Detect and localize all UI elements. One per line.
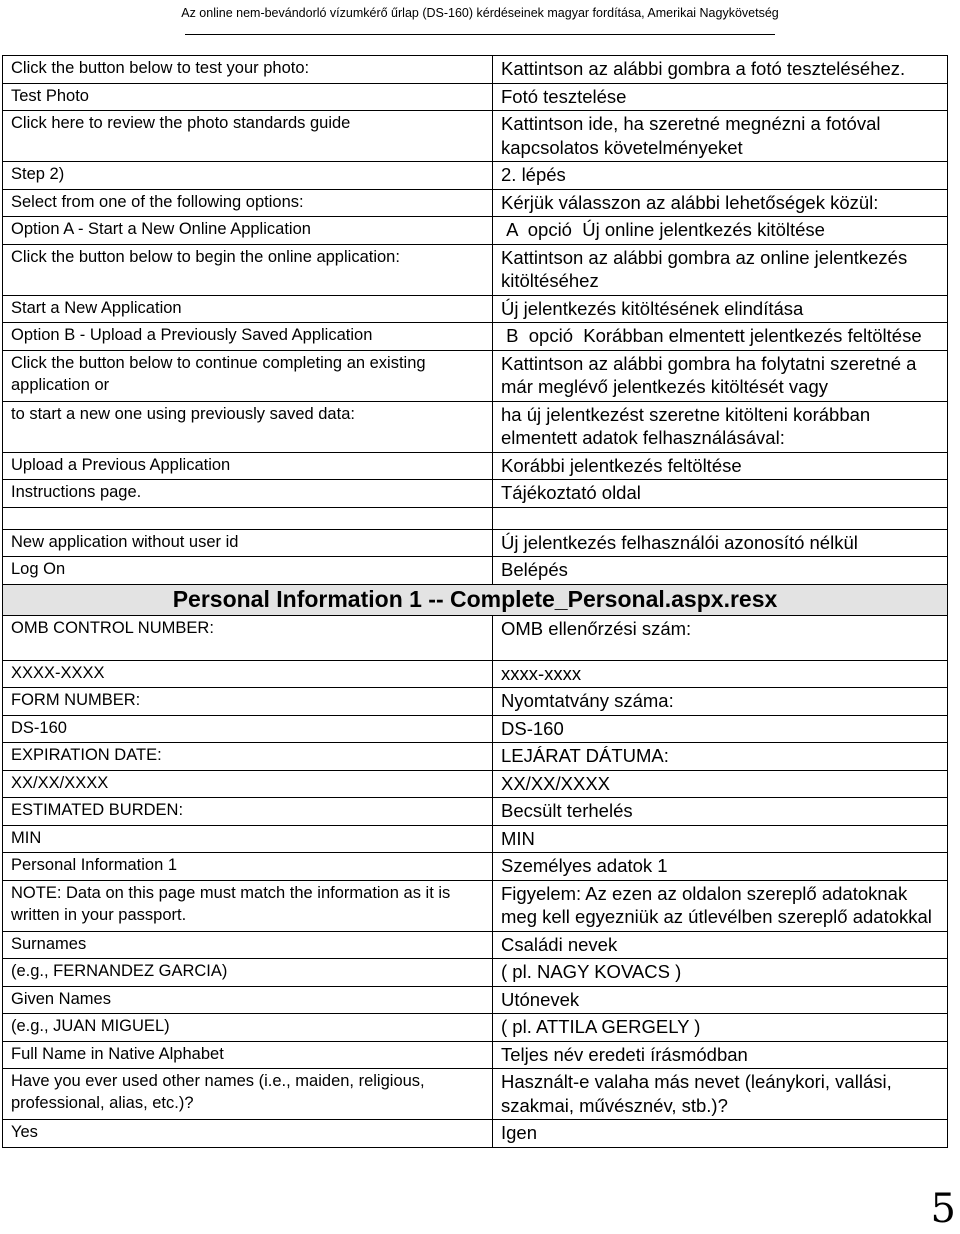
section-title: Personal Information 1 -- Complete_Personal.aspx.resx — [3, 584, 948, 615]
english-cell — [3, 162, 493, 190]
english-text: Click here to review the photo standards guide — [11, 114, 351, 132]
english-text: Personal Information 1 — [11, 856, 178, 874]
english-text: Click the button below to test your photo: — [11, 59, 310, 77]
english-text: XX/XX/XXXX — [11, 773, 109, 792]
table-row — [3, 350, 948, 401]
english-cell — [3, 931, 493, 959]
table-row — [3, 986, 948, 1014]
english-text: New application without user id — [11, 532, 239, 551]
table-row — [3, 217, 948, 245]
english-text: XXXX-XXXX — [11, 663, 105, 682]
hungarian-text: Kattintson ide, ha szeretné megnézni a fotóval kapcsolatos követelményeket — [501, 113, 886, 158]
english-cell — [3, 189, 493, 217]
hungarian-text: Személyes adatok 1 — [501, 855, 668, 876]
hungarian-text: xxxx-xxxx — [501, 662, 582, 684]
english-text: Step 2) — [11, 165, 65, 183]
hungarian-text: Belépés — [501, 559, 568, 580]
hungarian-text: Használt-e valaha más nevet (leánykori, vallási, szakmai, művésznév, stb.)? — [501, 1071, 897, 1116]
table-row — [3, 615, 948, 660]
english-text: Option B - Upload a Previously Saved Application — [11, 326, 373, 344]
hungarian-text: Tájékoztató oldal — [501, 482, 641, 503]
hungarian-cell — [493, 986, 948, 1014]
hungarian-cell — [493, 615, 948, 660]
table-row — [3, 529, 948, 557]
hungarian-cell — [493, 853, 948, 881]
english-cell — [3, 452, 493, 480]
table-row — [3, 480, 948, 508]
table-row — [3, 688, 948, 716]
english-text: EXPIRATION DATE: — [11, 746, 162, 764]
english-cell — [3, 825, 493, 853]
hungarian-text: Becsült terhelés — [501, 800, 633, 821]
english-cell — [3, 217, 493, 245]
hungarian-cell — [493, 959, 948, 987]
hungarian-cell — [493, 798, 948, 826]
table-row — [3, 162, 948, 190]
table-row — [3, 715, 948, 743]
hungarian-text: Kattintson az alábbi gombra az online jelentkezés kitöltéséhez — [501, 246, 913, 291]
english-cell — [3, 743, 493, 771]
hungarian-text: Korábbi jelentkezés feltöltése — [501, 454, 742, 476]
english-cell — [3, 1069, 493, 1120]
table-row — [3, 295, 948, 323]
hungarian-text: Fotó tesztelése — [501, 85, 627, 107]
table-row — [3, 959, 948, 987]
hungarian-text: ha új jelentkezést szeretne kitölteni korábban elmentett adatok felhasználásával: — [501, 403, 876, 448]
table-row — [3, 660, 948, 688]
hungarian-cell — [493, 452, 948, 480]
hungarian-cell — [493, 189, 948, 217]
table-row — [3, 56, 948, 84]
table-row — [3, 825, 948, 853]
english-cell — [3, 1120, 493, 1148]
hungarian-cell — [493, 1041, 948, 1069]
table-row — [3, 1014, 948, 1042]
hungarian-cell — [493, 507, 948, 529]
hungarian-text: ( pl. ATTILA GERGELY ) — [501, 1016, 701, 1037]
table-row — [3, 401, 948, 452]
english-text: Have you ever used other names (i.e., maiden, religious, professional, alias, etc.)? — [11, 1072, 430, 1112]
english-cell — [3, 480, 493, 508]
table-row — [3, 244, 948, 295]
table-row — [3, 798, 948, 826]
hungarian-text: Kérjük válasszon az alábbi lehetőségek közül: — [501, 191, 879, 213]
hungarian-text: Kattintson az alábbi gombra ha folytatni szeretné a már meglévő jelentkezés kitöltését vagy — [501, 352, 922, 397]
english-text: NOTE: Data on this page must match the information as it is written in your passport. — [11, 883, 455, 924]
table-row — [3, 189, 948, 217]
hungarian-text: Kattintson az alábbi gombra a fotó teszteléséhez. — [501, 58, 906, 79]
hungarian-cell — [493, 217, 948, 245]
table-row — [3, 452, 948, 480]
table-row — [3, 557, 948, 585]
english-cell — [3, 244, 493, 295]
english-text: MIN — [11, 828, 42, 847]
page-header: Az online nem-bevándorló vízumkérő űrlap (DS-160) kérdéseinek magyar fordítása, Amerikai Nagykövetség — [181, 6, 779, 20]
english-text: DS-160 — [11, 718, 67, 737]
english-cell — [3, 323, 493, 351]
english-text: to start a new one using previously saved data: — [11, 404, 355, 423]
english-text: (e.g., JUAN MIGUEL) — [11, 1017, 170, 1035]
table-row — [3, 880, 948, 931]
table-row — [3, 770, 948, 798]
hungarian-text: Teljes név eredeti írásmódban — [501, 1043, 748, 1065]
hungarian-text: Új jelentkezés felhasználói azonosító nélkül — [501, 531, 858, 553]
english-cell — [3, 56, 493, 84]
english-text: ESTIMATED BURDEN: — [11, 801, 184, 819]
english-text: (e.g., FERNANDEZ GARCIA) — [11, 962, 228, 980]
table-row — [3, 1120, 948, 1148]
english-cell — [3, 295, 493, 323]
table-row — [3, 853, 948, 881]
english-cell — [3, 615, 493, 660]
english-text: Click the button below to continue completing an existing application or — [11, 353, 431, 394]
hungarian-text: B opció Korábban elmentett jelentkezés feltöltése — [501, 325, 922, 346]
hungarian-cell — [493, 931, 948, 959]
english-cell — [3, 986, 493, 1014]
english-cell — [3, 401, 493, 452]
hungarian-text: Nyomtatvány száma: — [501, 690, 674, 711]
table-row — [3, 1041, 948, 1069]
hungarian-cell — [493, 162, 948, 190]
english-text: Click the button below to begin the online application: — [11, 247, 400, 266]
table-row — [3, 83, 948, 111]
english-cell — [3, 798, 493, 826]
english-cell — [3, 1041, 493, 1069]
english-cell — [3, 770, 493, 798]
english-cell — [3, 853, 493, 881]
hungarian-cell — [493, 323, 948, 351]
english-cell — [3, 507, 493, 529]
english-text: Full Name in Native Alphabet — [11, 1044, 224, 1063]
english-text: Test Photo — [11, 86, 89, 105]
english-text: Instructions page. — [11, 483, 142, 501]
hungarian-text: Családi nevek — [501, 933, 618, 955]
hungarian-text: Utónevek — [501, 988, 580, 1010]
translation-table — [2, 55, 948, 1148]
hungarian-text: Új jelentkezés kitöltésének elindítása — [501, 297, 804, 319]
table-row — [3, 323, 948, 351]
english-cell — [3, 715, 493, 743]
hungarian-cell — [493, 688, 948, 716]
hungarian-cell — [493, 557, 948, 585]
hungarian-cell — [493, 56, 948, 84]
english-text: Option A - Start a New Online Application — [11, 220, 311, 238]
page-number: 5 — [930, 1186, 956, 1232]
hungarian-text: A opció Új online jelentkezés kitöltése — [501, 219, 825, 240]
hungarian-cell — [493, 111, 948, 162]
hungarian-cell — [493, 1014, 948, 1042]
english-text: Start a New Application — [11, 298, 182, 317]
section-row — [3, 584, 948, 615]
hungarian-text: MIN — [501, 827, 535, 849]
hungarian-cell — [493, 770, 948, 798]
hungarian-cell — [493, 1069, 948, 1120]
table-row — [3, 743, 948, 771]
hungarian-cell — [493, 743, 948, 771]
english-text: FORM NUMBER: — [11, 691, 141, 709]
hungarian-cell — [493, 1120, 948, 1148]
hungarian-text: Figyelem: Az ezen az oldalon szereplő adatoknak meg kell egyezniük az útlevélben szereplő adatokkal — [501, 882, 932, 927]
hungarian-cell — [493, 715, 948, 743]
english-cell — [3, 660, 493, 688]
hungarian-text: ( pl. NAGY KOVACS ) — [501, 961, 682, 982]
hungarian-text: LEJÁRAT DÁTUMA: — [501, 745, 669, 766]
hungarian-cell — [493, 83, 948, 111]
english-cell — [3, 1014, 493, 1042]
english-cell — [3, 83, 493, 111]
english-text: Yes — [11, 1123, 38, 1141]
english-text: OMB CONTROL NUMBER: — [11, 618, 214, 637]
table-row — [3, 111, 948, 162]
english-cell — [3, 350, 493, 401]
english-cell — [3, 688, 493, 716]
header-rule — [185, 34, 775, 35]
table-row — [3, 931, 948, 959]
english-cell — [3, 111, 493, 162]
english-text: Given Names — [11, 989, 111, 1008]
table-row — [3, 1069, 948, 1120]
hungarian-text: XX/XX/XXXX — [501, 772, 610, 794]
english-cell — [3, 529, 493, 557]
hungarian-text: 2. lépés — [501, 164, 566, 185]
hungarian-cell — [493, 350, 948, 401]
hungarian-cell — [493, 480, 948, 508]
hungarian-cell — [493, 880, 948, 931]
hungarian-cell — [493, 825, 948, 853]
english-cell — [3, 959, 493, 987]
hungarian-cell — [493, 529, 948, 557]
hungarian-text: Igen — [501, 1122, 538, 1143]
english-cell — [3, 557, 493, 585]
english-cell — [3, 880, 493, 931]
hungarian-text: DS-160 — [501, 717, 564, 739]
english-text: Log On — [11, 560, 66, 578]
hungarian-text: OMB ellenőrzési szám: — [501, 617, 692, 639]
hungarian-cell — [493, 660, 948, 688]
english-text: Upload a Previous Application — [11, 455, 231, 474]
hungarian-cell — [493, 295, 948, 323]
table-row — [3, 507, 948, 529]
hungarian-cell — [493, 401, 948, 452]
english-text: Surnames — [11, 934, 87, 953]
english-text: Select from one of the following options: — [11, 192, 304, 211]
hungarian-cell — [493, 244, 948, 295]
